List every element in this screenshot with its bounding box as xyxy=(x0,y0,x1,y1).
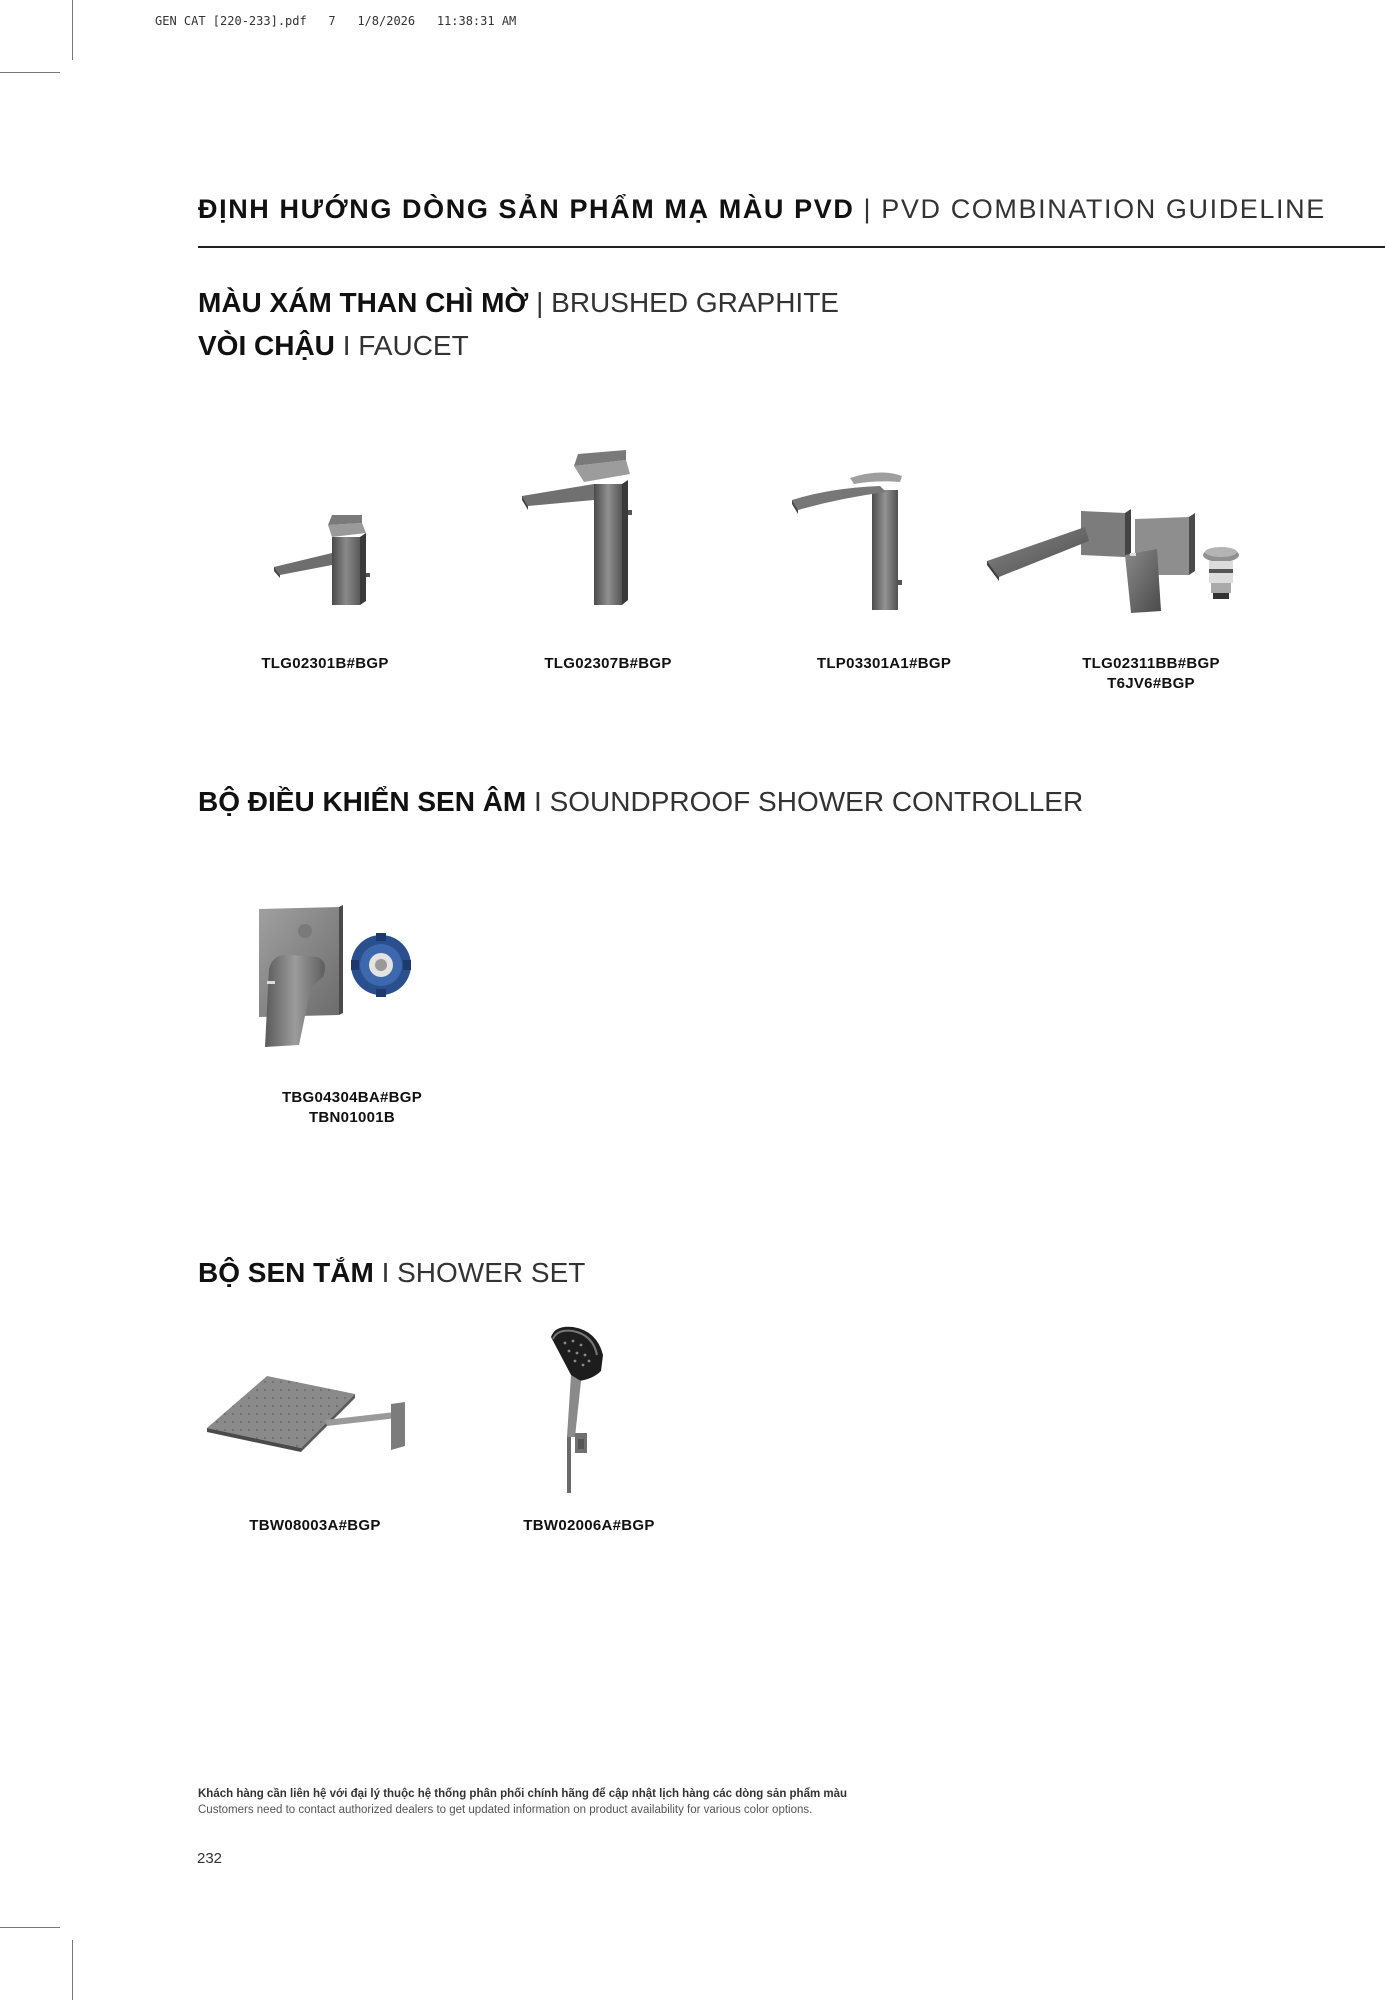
faucet-tlg02311bb-image xyxy=(985,505,1245,620)
footer-note-vn: Khách hàng cần liên hệ với đại lý thuộc hệ thống phân phối chính hãng để cập nhật lịch hàng các dòng sản phẩm màu xyxy=(198,1788,848,1800)
shower-heading-vn: BỘ SEN TẮM xyxy=(198,1257,374,1288)
print-file: GEN CAT [220-233].pdf xyxy=(155,14,307,28)
page-title-separator: | xyxy=(863,194,873,224)
controller-heading-separator: I xyxy=(534,786,542,817)
color-heading-separator: | xyxy=(536,287,544,318)
print-time: 11:38:31 AM xyxy=(436,14,517,28)
faucet-heading-separator: I xyxy=(342,330,351,361)
crop-mark-bottom-horizontal xyxy=(0,1927,60,1928)
shower-code-1 xyxy=(215,1516,415,1536)
controller-tbg04304ba-image xyxy=(255,905,420,1050)
faucet-heading-vn: VÒI CHẬU xyxy=(198,330,335,361)
faucet-code-3-text: TLP03301A1#BGP xyxy=(816,655,952,672)
shower-heading xyxy=(198,1257,585,1289)
faucet-tlg02307b-image xyxy=(518,450,638,610)
footer-note-en: Customers need to contact authorized dealers to get updated information on product availability for various color options. xyxy=(198,1804,813,1816)
shower-heading-en: SHOWER SET xyxy=(397,1257,586,1288)
page-title xyxy=(198,194,1326,225)
controller-heading xyxy=(198,786,1083,818)
crop-mark-bottom-vertical xyxy=(72,1940,73,2000)
faucet-code-2 xyxy=(508,654,708,674)
shower-code-1-text: TBW08003A#BGP xyxy=(249,1517,381,1534)
faucet-code-4 xyxy=(1051,654,1251,694)
faucet-code-4-text-2: T6JV6#BGP xyxy=(1107,675,1195,692)
shower-heading-separator: I xyxy=(381,1257,390,1288)
color-heading-en: BRUSHED GRAPHITE xyxy=(551,287,839,318)
controller-code-text-2: TBN01001B xyxy=(308,1109,396,1126)
controller-code-text: TBG04304BA#BGP xyxy=(281,1089,423,1106)
shower-tbw02006a-image xyxy=(545,1325,615,1495)
title-rule xyxy=(198,246,1385,248)
page-title-en: PVD COMBINATION GUIDELINE xyxy=(881,194,1326,224)
faucet-code-1-text: TLG02301B#BGP xyxy=(261,655,389,672)
faucet-tlg02301b-image xyxy=(270,515,380,610)
color-heading xyxy=(198,287,839,319)
page-number: 232 xyxy=(197,1850,223,1867)
page-title-vn: ĐỊNH HƯỚNG DÒNG SẢN PHẨM MẠ MÀU PVD xyxy=(198,194,855,224)
shower-code-2 xyxy=(489,1516,689,1536)
print-page: 7 xyxy=(328,14,336,28)
shower-tbw08003a-image xyxy=(205,1370,410,1460)
color-heading-vn: MÀU XÁM THAN CHÌ MỜ xyxy=(198,287,529,318)
faucet-tlp03301a1-image xyxy=(790,470,910,615)
faucet-code-2-text: TLG02307B#BGP xyxy=(544,655,672,672)
shower-code-2-text: TBW02006A#BGP xyxy=(523,1517,655,1534)
faucet-heading-en: FAUCET xyxy=(358,330,469,361)
crop-mark-top-horizontal xyxy=(0,72,60,73)
faucet-code-4-text: TLG02311BB#BGP xyxy=(1082,655,1220,672)
controller-heading-en: SOUNDPROOF SHOWER CONTROLLER xyxy=(549,786,1084,817)
crop-mark-top-vertical xyxy=(72,0,73,60)
print-header xyxy=(155,14,516,28)
faucet-heading xyxy=(198,330,469,362)
faucet-code-1 xyxy=(225,654,425,674)
print-date: 1/8/2026 xyxy=(357,14,416,28)
controller-heading-vn: BỘ ĐIỀU KHIỂN SEN ÂM xyxy=(198,786,527,817)
controller-code xyxy=(252,1088,452,1128)
faucet-code-3 xyxy=(784,654,984,674)
